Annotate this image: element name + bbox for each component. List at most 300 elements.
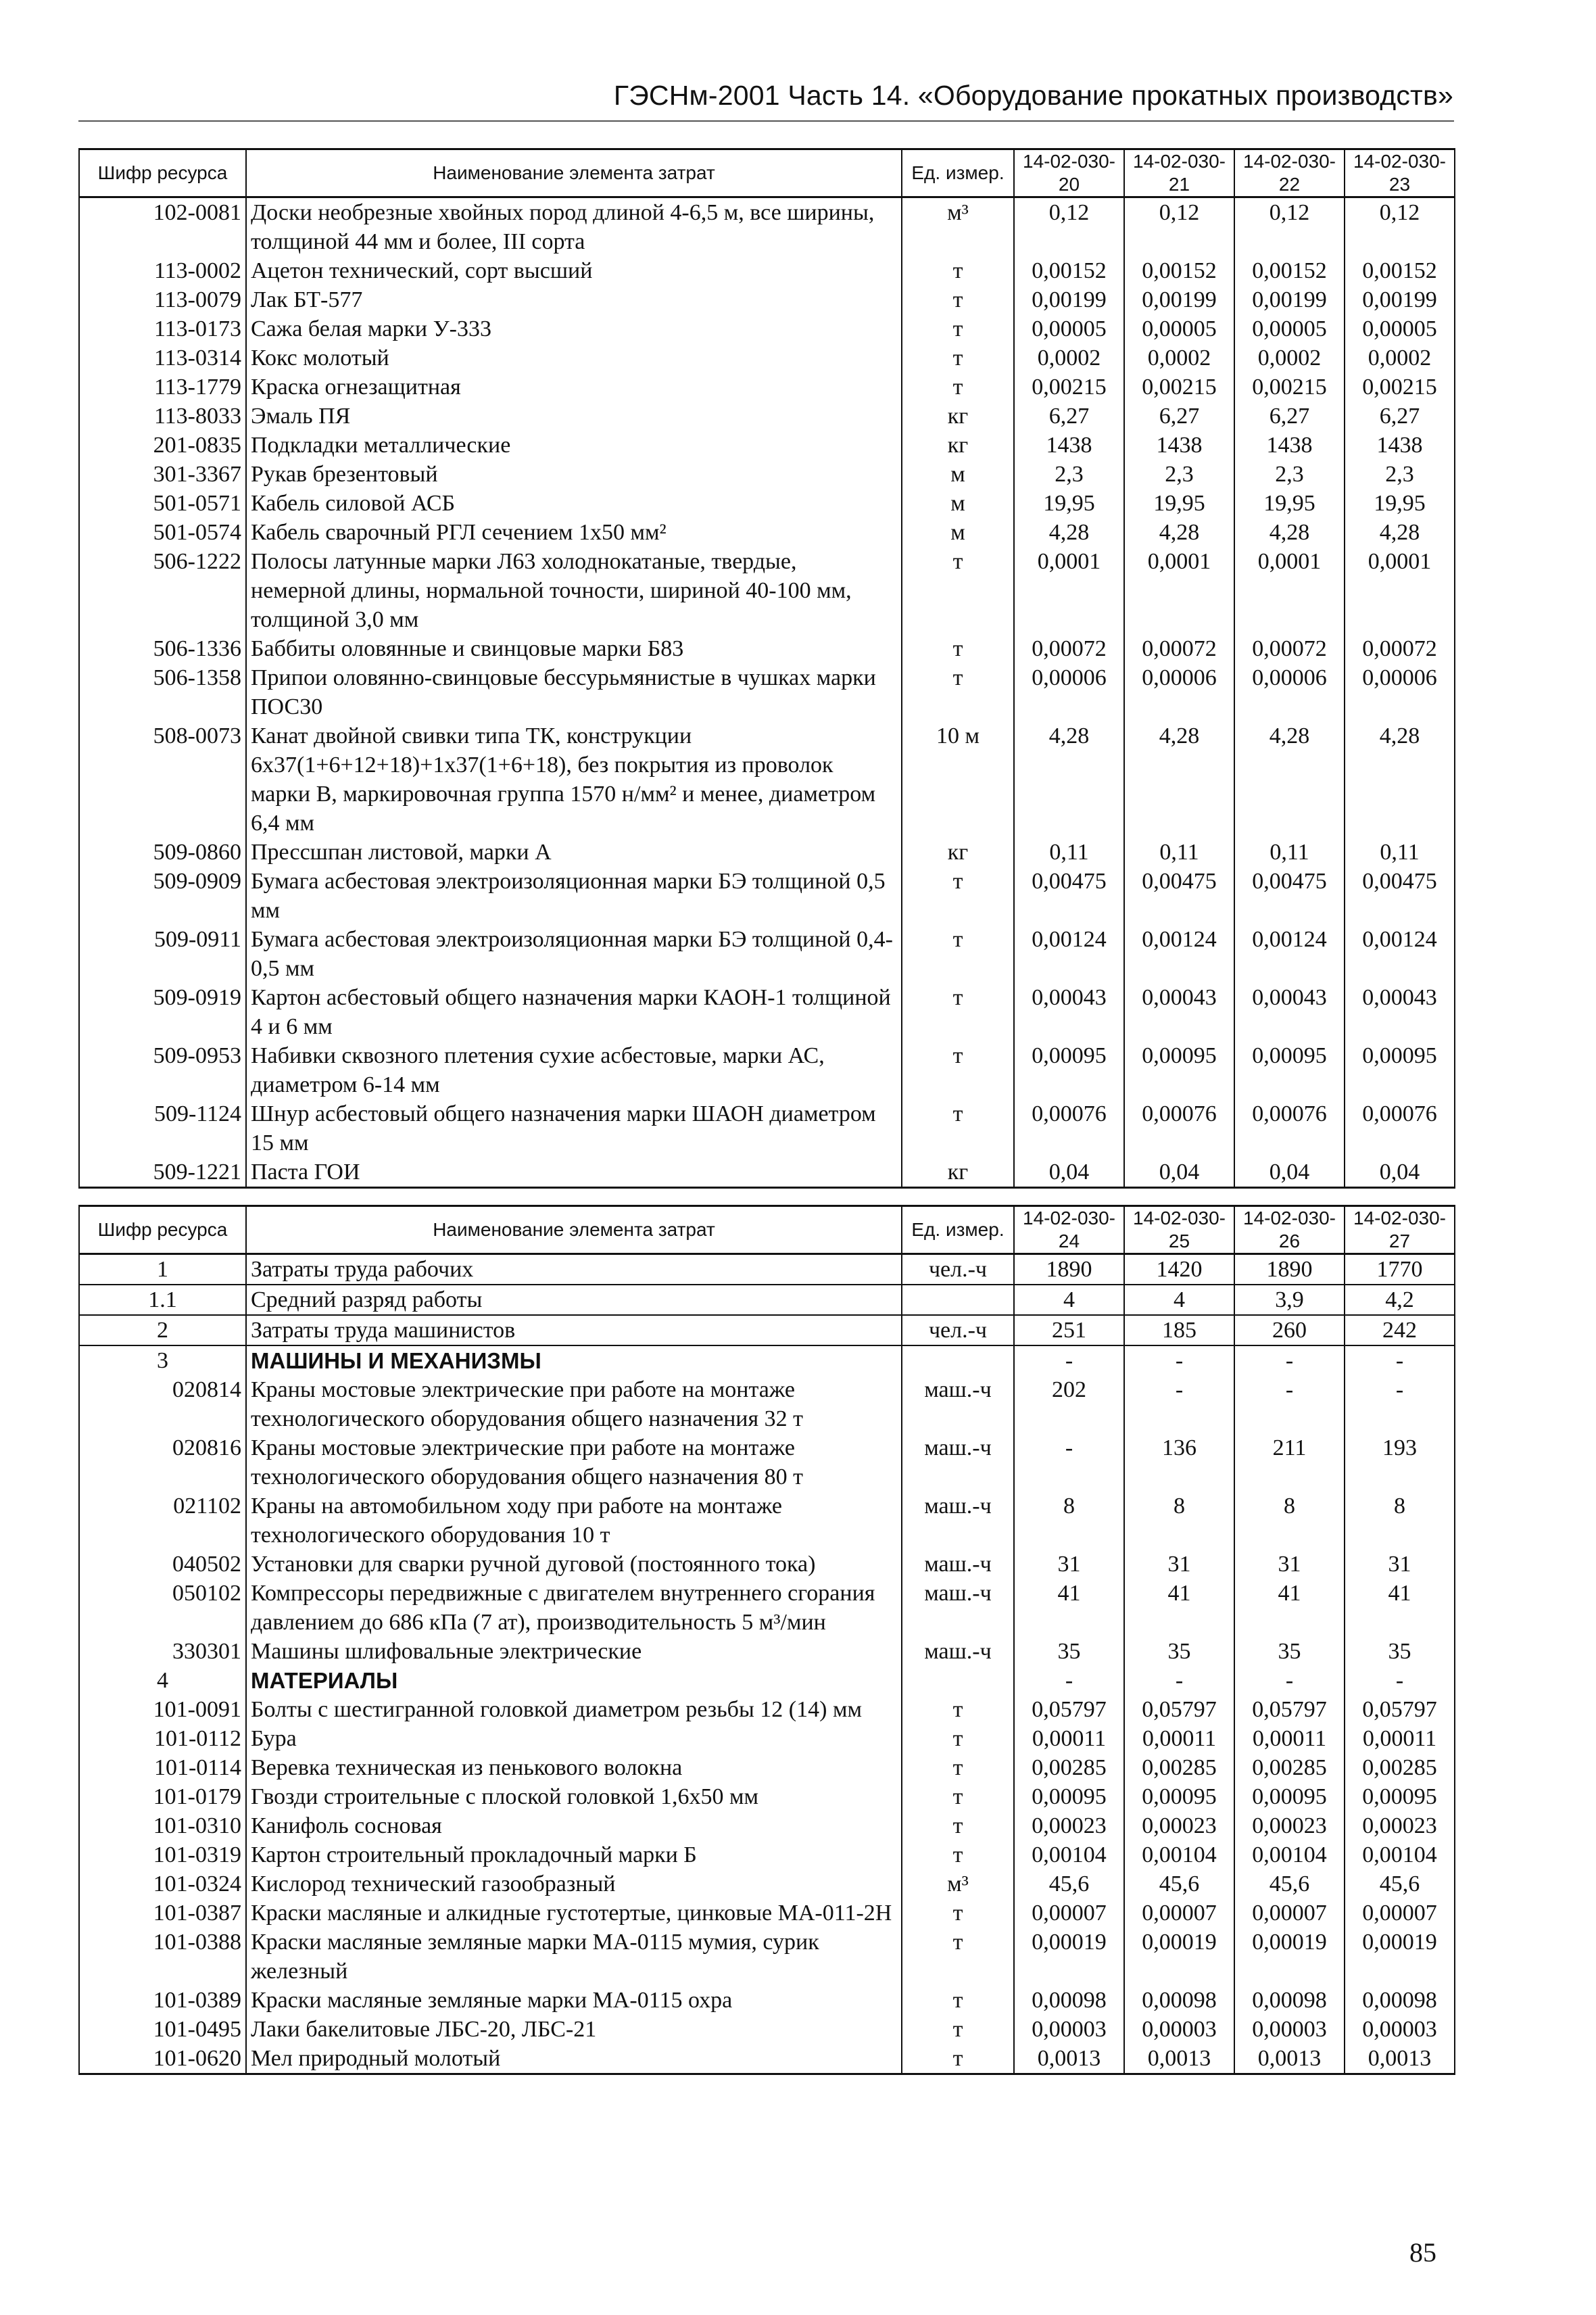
resource-name-cell: Шнур асбестовый общего назначения марки ШАОН диаметром 15 мм xyxy=(246,1099,902,1158)
resource-code-cell: 506-1336 xyxy=(79,634,246,663)
table-row xyxy=(79,343,1455,373)
unit-cell: т xyxy=(902,1840,1014,1869)
value-cell: 8 xyxy=(1234,1491,1345,1550)
col-header-v3: 14-02-030-22 xyxy=(1234,149,1345,197)
unit-cell: т xyxy=(902,2044,1014,2074)
table-row xyxy=(79,314,1455,343)
unit-cell: т xyxy=(902,925,1014,983)
value-cell: 1438 xyxy=(1014,431,1124,460)
value-cell: 0,00011 xyxy=(1124,1724,1234,1753)
resource-name-cell: Болты с шестигранной головкой диаметром резьбы 12 (14) мм xyxy=(246,1695,902,1724)
unit-cell xyxy=(902,1285,1014,1315)
value-cell: 0,0001 xyxy=(1124,547,1234,634)
value-cell: - xyxy=(1345,1375,1455,1433)
value-cell: 0,05797 xyxy=(1345,1695,1455,1724)
resource-name-cell: Краны мостовые электрические при работе на монтаже технологического оборудования общего назначения 80 т xyxy=(246,1433,902,1491)
table-row xyxy=(79,1811,1455,1840)
value-cell: 0,00095 xyxy=(1124,1782,1234,1811)
unit-cell: т xyxy=(902,2015,1014,2044)
value-cell: 6,27 xyxy=(1234,402,1345,431)
value-cell: 0,00006 xyxy=(1234,663,1345,721)
unit-cell: т xyxy=(902,547,1014,634)
value-cell: 2,3 xyxy=(1124,460,1234,489)
resource-code-cell: 509-0953 xyxy=(79,1041,246,1099)
col-header-unit: Ед. измер. xyxy=(902,1206,1014,1254)
value-cell: 35 xyxy=(1345,1637,1455,1666)
value-cell: - xyxy=(1345,1666,1455,1695)
value-cell: 0,00003 xyxy=(1014,2015,1124,2044)
value-cell: 8 xyxy=(1014,1491,1124,1550)
resource-name-cell: Канифоль сосновая xyxy=(246,1811,902,1840)
resource-name-cell: Припои оловянно-свинцовые бессурьмянистые в чушках марки ПОС30 xyxy=(246,663,902,721)
unit-cell: т xyxy=(902,1753,1014,1782)
unit-cell: т xyxy=(902,1899,1014,1928)
value-cell: 0,00098 xyxy=(1124,1986,1234,2015)
value-cell: 0,0002 xyxy=(1345,343,1455,373)
table-row xyxy=(79,1254,1455,1285)
resource-name-cell: Мел природный молотый xyxy=(246,2044,902,2074)
unit-cell: маш.-ч xyxy=(902,1375,1014,1433)
unit-cell: чел.-ч xyxy=(902,1254,1014,1285)
resource-code-cell: 508-0073 xyxy=(79,721,246,838)
value-cell: 4 xyxy=(1124,1285,1234,1315)
value-cell: 0,0013 xyxy=(1234,2044,1345,2074)
unit-cell: 10 м xyxy=(902,721,1014,838)
unit-cell xyxy=(902,1345,1014,1375)
value-cell: 0,00199 xyxy=(1014,285,1124,314)
value-cell: - xyxy=(1014,1666,1124,1695)
resource-code-cell: 101-0179 xyxy=(79,1782,246,1811)
value-cell: 0,00072 xyxy=(1124,634,1234,663)
value-cell: 0,00095 xyxy=(1345,1782,1455,1811)
value-cell: 0,00098 xyxy=(1345,1986,1455,2015)
value-cell: 0,12 xyxy=(1234,197,1345,257)
value-cell: 0,00011 xyxy=(1014,1724,1124,1753)
value-cell: 0,00098 xyxy=(1014,1986,1124,2015)
table-header-row xyxy=(79,1206,1455,1254)
value-cell: 0,00076 xyxy=(1014,1099,1124,1158)
value-cell: 0,00199 xyxy=(1234,285,1345,314)
resource-table-2 xyxy=(78,1205,1455,2075)
unit-cell: т xyxy=(902,256,1014,285)
value-cell: 4,28 xyxy=(1124,721,1234,838)
resource-name-cell: Затраты труда рабочих xyxy=(246,1254,902,1285)
value-cell: 8 xyxy=(1345,1491,1455,1550)
resource-code-cell: 101-0620 xyxy=(79,2044,246,2074)
value-cell: 2,3 xyxy=(1234,460,1345,489)
resource-code-cell: 050102 xyxy=(79,1579,246,1637)
resource-code-cell: 021102 xyxy=(79,1491,246,1550)
unit-cell: кг xyxy=(902,838,1014,867)
value-cell: 0,00005 xyxy=(1345,314,1455,343)
value-cell: 0,00076 xyxy=(1234,1099,1345,1158)
resource-name-cell: Бумага асбестовая электроизоляционная марки БЭ толщиной 0,5 мм xyxy=(246,867,902,925)
value-cell: 0,0001 xyxy=(1014,547,1124,634)
value-cell: 0,00152 xyxy=(1234,256,1345,285)
table-row xyxy=(79,663,1455,721)
resource-name-cell: Краны мостовые электрические при работе на монтаже технологического оборудования общего назначения 32 т xyxy=(246,1375,902,1433)
resource-code-cell: 3 xyxy=(79,1345,246,1375)
resource-name-cell: Машины шлифовальные электрические xyxy=(246,1637,902,1666)
resource-name-cell: Лаки бакелитовые ЛБС-20, ЛБС-21 xyxy=(246,2015,902,2044)
value-cell: 0,00019 xyxy=(1345,1928,1455,1986)
resource-code-cell: 506-1358 xyxy=(79,663,246,721)
resource-code-cell: 506-1222 xyxy=(79,547,246,634)
value-cell: 0,12 xyxy=(1014,197,1124,257)
resource-name-cell: Картон строительный прокладочный марки Б xyxy=(246,1840,902,1869)
table-row xyxy=(79,2015,1455,2044)
value-cell: 0,00215 xyxy=(1234,373,1345,402)
resource-code-cell: 113-0002 xyxy=(79,256,246,285)
value-cell: 0,05797 xyxy=(1234,1695,1345,1724)
value-cell: 0,00104 xyxy=(1234,1840,1345,1869)
resource-code-cell: 2 xyxy=(79,1315,246,1345)
resource-code-cell: 113-8033 xyxy=(79,402,246,431)
unit-cell: т xyxy=(902,663,1014,721)
value-cell: 0,04 xyxy=(1014,1158,1124,1188)
col-header-v3: 14-02-030-26 xyxy=(1234,1206,1345,1254)
value-cell: 0,0001 xyxy=(1345,547,1455,634)
value-cell: 31 xyxy=(1124,1550,1234,1579)
resource-name-cell: Краны на автомобильном ходу при работе на монтаже технологического оборудования 10 т xyxy=(246,1491,902,1550)
unit-cell: т xyxy=(902,1724,1014,1753)
resource-code-cell: 301-3367 xyxy=(79,460,246,489)
resource-code-cell: 101-0387 xyxy=(79,1899,246,1928)
col-header-v4: 14-02-030-27 xyxy=(1345,1206,1455,1254)
value-cell: 0,00215 xyxy=(1124,373,1234,402)
resource-name-cell: Компрессоры передвижные с двигателем внутреннего сгорания давлением до 686 кПа (7 ат), производительность 5 м³/мин xyxy=(246,1579,902,1637)
value-cell: 0,04 xyxy=(1234,1158,1345,1188)
value-cell: 0,00285 xyxy=(1124,1753,1234,1782)
value-cell: 45,6 xyxy=(1234,1869,1345,1899)
col-header-code: Шифр ресурса xyxy=(79,149,246,197)
unit-cell: маш.-ч xyxy=(902,1550,1014,1579)
value-cell: 1420 xyxy=(1124,1254,1234,1285)
unit-cell: м³ xyxy=(902,197,1014,257)
value-cell: 4 xyxy=(1014,1285,1124,1315)
value-cell: 0,00215 xyxy=(1014,373,1124,402)
resource-name-cell: Подкладки металлические xyxy=(246,431,902,460)
unit-cell: маш.-ч xyxy=(902,1579,1014,1637)
value-cell: 45,6 xyxy=(1124,1869,1234,1899)
value-cell: - xyxy=(1014,1345,1124,1375)
value-cell: 0,0013 xyxy=(1014,2044,1124,2074)
resource-name-cell: Гвозди строительные с плоской головкой 1,6х50 мм xyxy=(246,1782,902,1811)
value-cell: 41 xyxy=(1124,1579,1234,1637)
table-row xyxy=(79,1840,1455,1869)
resource-name-cell: Эмаль ПЯ xyxy=(246,402,902,431)
resource-code-cell: 509-0909 xyxy=(79,867,246,925)
value-cell: 8 xyxy=(1124,1491,1234,1550)
resource-name-cell: Доски необрезные хвойных пород длиной 4-6,5 м, все ширины, толщиной 44 мм и более, III сорта xyxy=(246,197,902,257)
table-row xyxy=(79,1285,1455,1315)
table-row xyxy=(79,1869,1455,1899)
col-header-name: Наименование элемента затрат xyxy=(246,149,902,197)
header-divider xyxy=(78,120,1454,122)
table-row xyxy=(79,1724,1455,1753)
value-cell: 35 xyxy=(1014,1637,1124,1666)
table-row xyxy=(79,1433,1455,1491)
unit-cell: кг xyxy=(902,431,1014,460)
resource-name-cell: Полосы латунные марки Л63 холоднокатаные, твердые, немерной длины, нормальной точности, шириной 40-100 мм, толщиной 3,0 мм xyxy=(246,547,902,634)
value-cell: 1770 xyxy=(1345,1254,1455,1285)
value-cell: 0,0002 xyxy=(1014,343,1124,373)
resource-code-cell: 101-0324 xyxy=(79,1869,246,1899)
value-cell: 41 xyxy=(1014,1579,1124,1637)
value-cell: 0,00006 xyxy=(1014,663,1124,721)
value-cell: 211 xyxy=(1234,1433,1345,1491)
value-cell: 0,00072 xyxy=(1234,634,1345,663)
value-cell: 0,11 xyxy=(1345,838,1455,867)
unit-cell: т xyxy=(902,1695,1014,1724)
value-cell: 6,27 xyxy=(1124,402,1234,431)
unit-cell: м xyxy=(902,518,1014,547)
resource-code-cell: 509-0919 xyxy=(79,983,246,1041)
value-cell: - xyxy=(1124,1666,1234,1695)
value-cell: 0,05797 xyxy=(1014,1695,1124,1724)
value-cell: 1890 xyxy=(1234,1254,1345,1285)
value-cell: 19,95 xyxy=(1234,489,1345,518)
value-cell: 0,00023 xyxy=(1124,1811,1234,1840)
unit-cell: чел.-ч xyxy=(902,1315,1014,1345)
table-row xyxy=(79,402,1455,431)
resource-code-cell: 509-0911 xyxy=(79,925,246,983)
value-cell: 0,00124 xyxy=(1345,925,1455,983)
unit-cell: кг xyxy=(902,402,1014,431)
value-cell: - xyxy=(1124,1345,1234,1375)
value-cell: 0,00285 xyxy=(1345,1753,1455,1782)
value-cell: 4,28 xyxy=(1234,721,1345,838)
value-cell: 0,00007 xyxy=(1124,1899,1234,1928)
resource-code-cell: 4 xyxy=(79,1666,246,1695)
table-row xyxy=(79,547,1455,634)
resource-name-cell: Средний разряд работы xyxy=(246,1285,902,1315)
unit-cell: маш.-ч xyxy=(902,1637,1014,1666)
table-row xyxy=(79,1315,1455,1345)
resource-code-cell: 113-0079 xyxy=(79,285,246,314)
value-cell: 2,3 xyxy=(1345,460,1455,489)
table-row xyxy=(79,256,1455,285)
unit-cell: т xyxy=(902,1099,1014,1158)
value-cell: 0,00023 xyxy=(1345,1811,1455,1840)
resource-name-cell: Краска огнезащитная xyxy=(246,373,902,402)
value-cell: 0,0013 xyxy=(1345,2044,1455,2074)
value-cell: 0,00104 xyxy=(1345,1840,1455,1869)
resource-code-cell: 501-0571 xyxy=(79,489,246,518)
value-cell: 2,3 xyxy=(1014,460,1124,489)
resource-name-cell: Рукав брезентовый xyxy=(246,460,902,489)
table-row xyxy=(79,1345,1455,1375)
table-row xyxy=(79,518,1455,547)
value-cell: 0,00285 xyxy=(1014,1753,1124,1782)
resource-name-cell: Картон асбестовый общего назначения марки КАОН-1 толщиной 4 и 6 мм xyxy=(246,983,902,1041)
value-cell: 136 xyxy=(1124,1433,1234,1491)
value-cell: 0,00007 xyxy=(1014,1899,1124,1928)
resource-code-cell: 101-0319 xyxy=(79,1840,246,1869)
resource-code-cell: 113-1779 xyxy=(79,373,246,402)
unit-cell: т xyxy=(902,343,1014,373)
value-cell: 0,00043 xyxy=(1234,983,1345,1041)
value-cell: 0,00006 xyxy=(1345,663,1455,721)
value-cell: 0,00072 xyxy=(1014,634,1124,663)
resource-name-cell: Веревка техническая из пенькового волокна xyxy=(246,1753,902,1782)
value-cell: 0,0001 xyxy=(1234,547,1345,634)
value-cell: 19,95 xyxy=(1124,489,1234,518)
value-cell: 4,28 xyxy=(1124,518,1234,547)
unit-cell: т xyxy=(902,867,1014,925)
value-cell: 1438 xyxy=(1234,431,1345,460)
table-row xyxy=(79,1099,1455,1158)
resource-name-cell: Баббиты оловянные и свинцовые марки Б83 xyxy=(246,634,902,663)
value-cell: 0,05797 xyxy=(1124,1695,1234,1724)
resource-code-cell: 113-0314 xyxy=(79,343,246,373)
value-cell: 0,00043 xyxy=(1345,983,1455,1041)
unit-cell: маш.-ч xyxy=(902,1491,1014,1550)
table-row xyxy=(79,925,1455,983)
value-cell: 0,0002 xyxy=(1234,343,1345,373)
resource-name-cell: Краски масляные земляные марки МА-0115 охра xyxy=(246,1986,902,2015)
resource-code-cell: 101-0114 xyxy=(79,1753,246,1782)
value-cell: 31 xyxy=(1234,1550,1345,1579)
value-cell: 0,00095 xyxy=(1014,1782,1124,1811)
resource-code-cell: 020814 xyxy=(79,1375,246,1433)
table-row xyxy=(79,1928,1455,1986)
table-row xyxy=(79,1899,1455,1928)
value-cell: - xyxy=(1014,1433,1124,1491)
value-cell: 0,00098 xyxy=(1234,1986,1345,2015)
value-cell: 0,00023 xyxy=(1234,1811,1345,1840)
value-cell: 0,11 xyxy=(1124,838,1234,867)
col-header-name: Наименование элемента затрат xyxy=(246,1206,902,1254)
col-header-code: Шифр ресурса xyxy=(79,1206,246,1254)
value-cell: 0,00005 xyxy=(1014,314,1124,343)
value-cell: 0,00011 xyxy=(1345,1724,1455,1753)
table-row xyxy=(79,197,1455,257)
value-cell: 242 xyxy=(1345,1315,1455,1345)
value-cell: 0,00006 xyxy=(1124,663,1234,721)
value-cell: 0,0002 xyxy=(1124,343,1234,373)
value-cell: 0,00124 xyxy=(1234,925,1345,983)
resource-code-cell: 102-0081 xyxy=(79,197,246,257)
resource-name-cell: Кабель силовой АСБ xyxy=(246,489,902,518)
resource-code-cell: 101-0091 xyxy=(79,1695,246,1724)
table-row xyxy=(79,2044,1455,2074)
resource-code-cell: 330301 xyxy=(79,1637,246,1666)
resource-name-cell: Сажа белая марки У-333 xyxy=(246,314,902,343)
resource-code-cell: 1 xyxy=(79,1254,246,1285)
resource-code-cell: 113-0173 xyxy=(79,314,246,343)
resource-name-cell: Прессшпан листовой, марки А xyxy=(246,838,902,867)
resource-name-cell: Бура xyxy=(246,1724,902,1753)
value-cell: 1890 xyxy=(1014,1254,1124,1285)
resource-name-cell: Ацетон технический, сорт высший xyxy=(246,256,902,285)
unit-cell: т xyxy=(902,1811,1014,1840)
value-cell: 0,00124 xyxy=(1014,925,1124,983)
resource-name-cell: Кабель сварочный РГЛ сечением 1х50 мм² xyxy=(246,518,902,547)
resource-code-cell: 201-0835 xyxy=(79,431,246,460)
value-cell: 0,00215 xyxy=(1345,373,1455,402)
table-row xyxy=(79,1041,1455,1099)
resource-code-cell: 1.1 xyxy=(79,1285,246,1315)
value-cell: 0,00043 xyxy=(1124,983,1234,1041)
resource-code-cell: 509-1124 xyxy=(79,1099,246,1158)
resource-code-cell: 020816 xyxy=(79,1433,246,1491)
unit-cell xyxy=(902,1666,1014,1695)
table-row xyxy=(79,838,1455,867)
value-cell: 0,00104 xyxy=(1124,1840,1234,1869)
resource-code-cell: 101-0112 xyxy=(79,1724,246,1753)
value-cell: 0,00011 xyxy=(1234,1724,1345,1753)
unit-cell: т xyxy=(902,373,1014,402)
value-cell: 31 xyxy=(1014,1550,1124,1579)
value-cell: 0,00072 xyxy=(1345,634,1455,663)
unit-cell: м³ xyxy=(902,1869,1014,1899)
value-cell: 0,00475 xyxy=(1014,867,1124,925)
table-row xyxy=(79,1550,1455,1579)
table-row xyxy=(79,1986,1455,2015)
table-row xyxy=(79,867,1455,925)
resource-code-cell: 101-0495 xyxy=(79,2015,246,2044)
col-header-v1: 14-02-030-24 xyxy=(1014,1206,1124,1254)
resource-table-1 xyxy=(78,148,1455,1189)
value-cell: 1438 xyxy=(1124,431,1234,460)
value-cell: 6,27 xyxy=(1345,402,1455,431)
table-row xyxy=(79,1753,1455,1782)
value-cell: 4,2 xyxy=(1345,1285,1455,1315)
col-header-v4: 14-02-030-23 xyxy=(1345,149,1455,197)
col-header-v1: 14-02-030-20 xyxy=(1014,149,1124,197)
table-row xyxy=(79,1491,1455,1550)
value-cell: 0,00095 xyxy=(1234,1041,1345,1099)
value-cell: 0,11 xyxy=(1014,838,1124,867)
unit-cell: т xyxy=(902,1041,1014,1099)
value-cell: 0,00475 xyxy=(1345,867,1455,925)
value-cell: 0,00475 xyxy=(1124,867,1234,925)
value-cell: 41 xyxy=(1234,1579,1345,1637)
unit-cell: т xyxy=(902,285,1014,314)
value-cell: - xyxy=(1124,1375,1234,1433)
resource-name-cell: Бумага асбестовая электроизоляционная марки БЭ толщиной 0,4-0,5 мм xyxy=(246,925,902,983)
value-cell: 0,12 xyxy=(1345,197,1455,257)
value-cell: 193 xyxy=(1345,1433,1455,1491)
value-cell: 4,28 xyxy=(1345,518,1455,547)
unit-cell: т xyxy=(902,314,1014,343)
resource-name-cell: Лак БТ-577 xyxy=(246,285,902,314)
value-cell: 4,28 xyxy=(1014,518,1124,547)
resource-code-cell: 101-0310 xyxy=(79,1811,246,1840)
resource-code-cell: 509-1221 xyxy=(79,1158,246,1188)
value-cell: 0,00007 xyxy=(1234,1899,1345,1928)
value-cell: 0,00019 xyxy=(1124,1928,1234,1986)
resource-name-cell: Краски масляные и алкидные густотертые, цинковые МА-011-2Н xyxy=(246,1899,902,1928)
value-cell: 41 xyxy=(1345,1579,1455,1637)
table-row xyxy=(79,1637,1455,1666)
value-cell: 251 xyxy=(1014,1315,1124,1345)
value-cell: 0,04 xyxy=(1345,1158,1455,1188)
table-row xyxy=(79,285,1455,314)
value-cell: 0,00007 xyxy=(1345,1899,1455,1928)
value-cell: 3,9 xyxy=(1234,1285,1345,1315)
table-row xyxy=(79,983,1455,1041)
value-cell: 19,95 xyxy=(1014,489,1124,518)
value-cell: 0,00019 xyxy=(1014,1928,1124,1986)
value-cell: 6,27 xyxy=(1014,402,1124,431)
value-cell: 0,11 xyxy=(1234,838,1345,867)
unit-cell: т xyxy=(902,634,1014,663)
resource-code-cell: 040502 xyxy=(79,1550,246,1579)
value-cell: 1438 xyxy=(1345,431,1455,460)
resource-name-cell: Канат двойной свивки типа ТК, конструкции 6х37(1+6+12+18)+1х37(1+6+18), без покрытия из проволок марки В, маркировочная группа 1570 н/мм² и менее, диаметром 6,4 мм xyxy=(246,721,902,838)
